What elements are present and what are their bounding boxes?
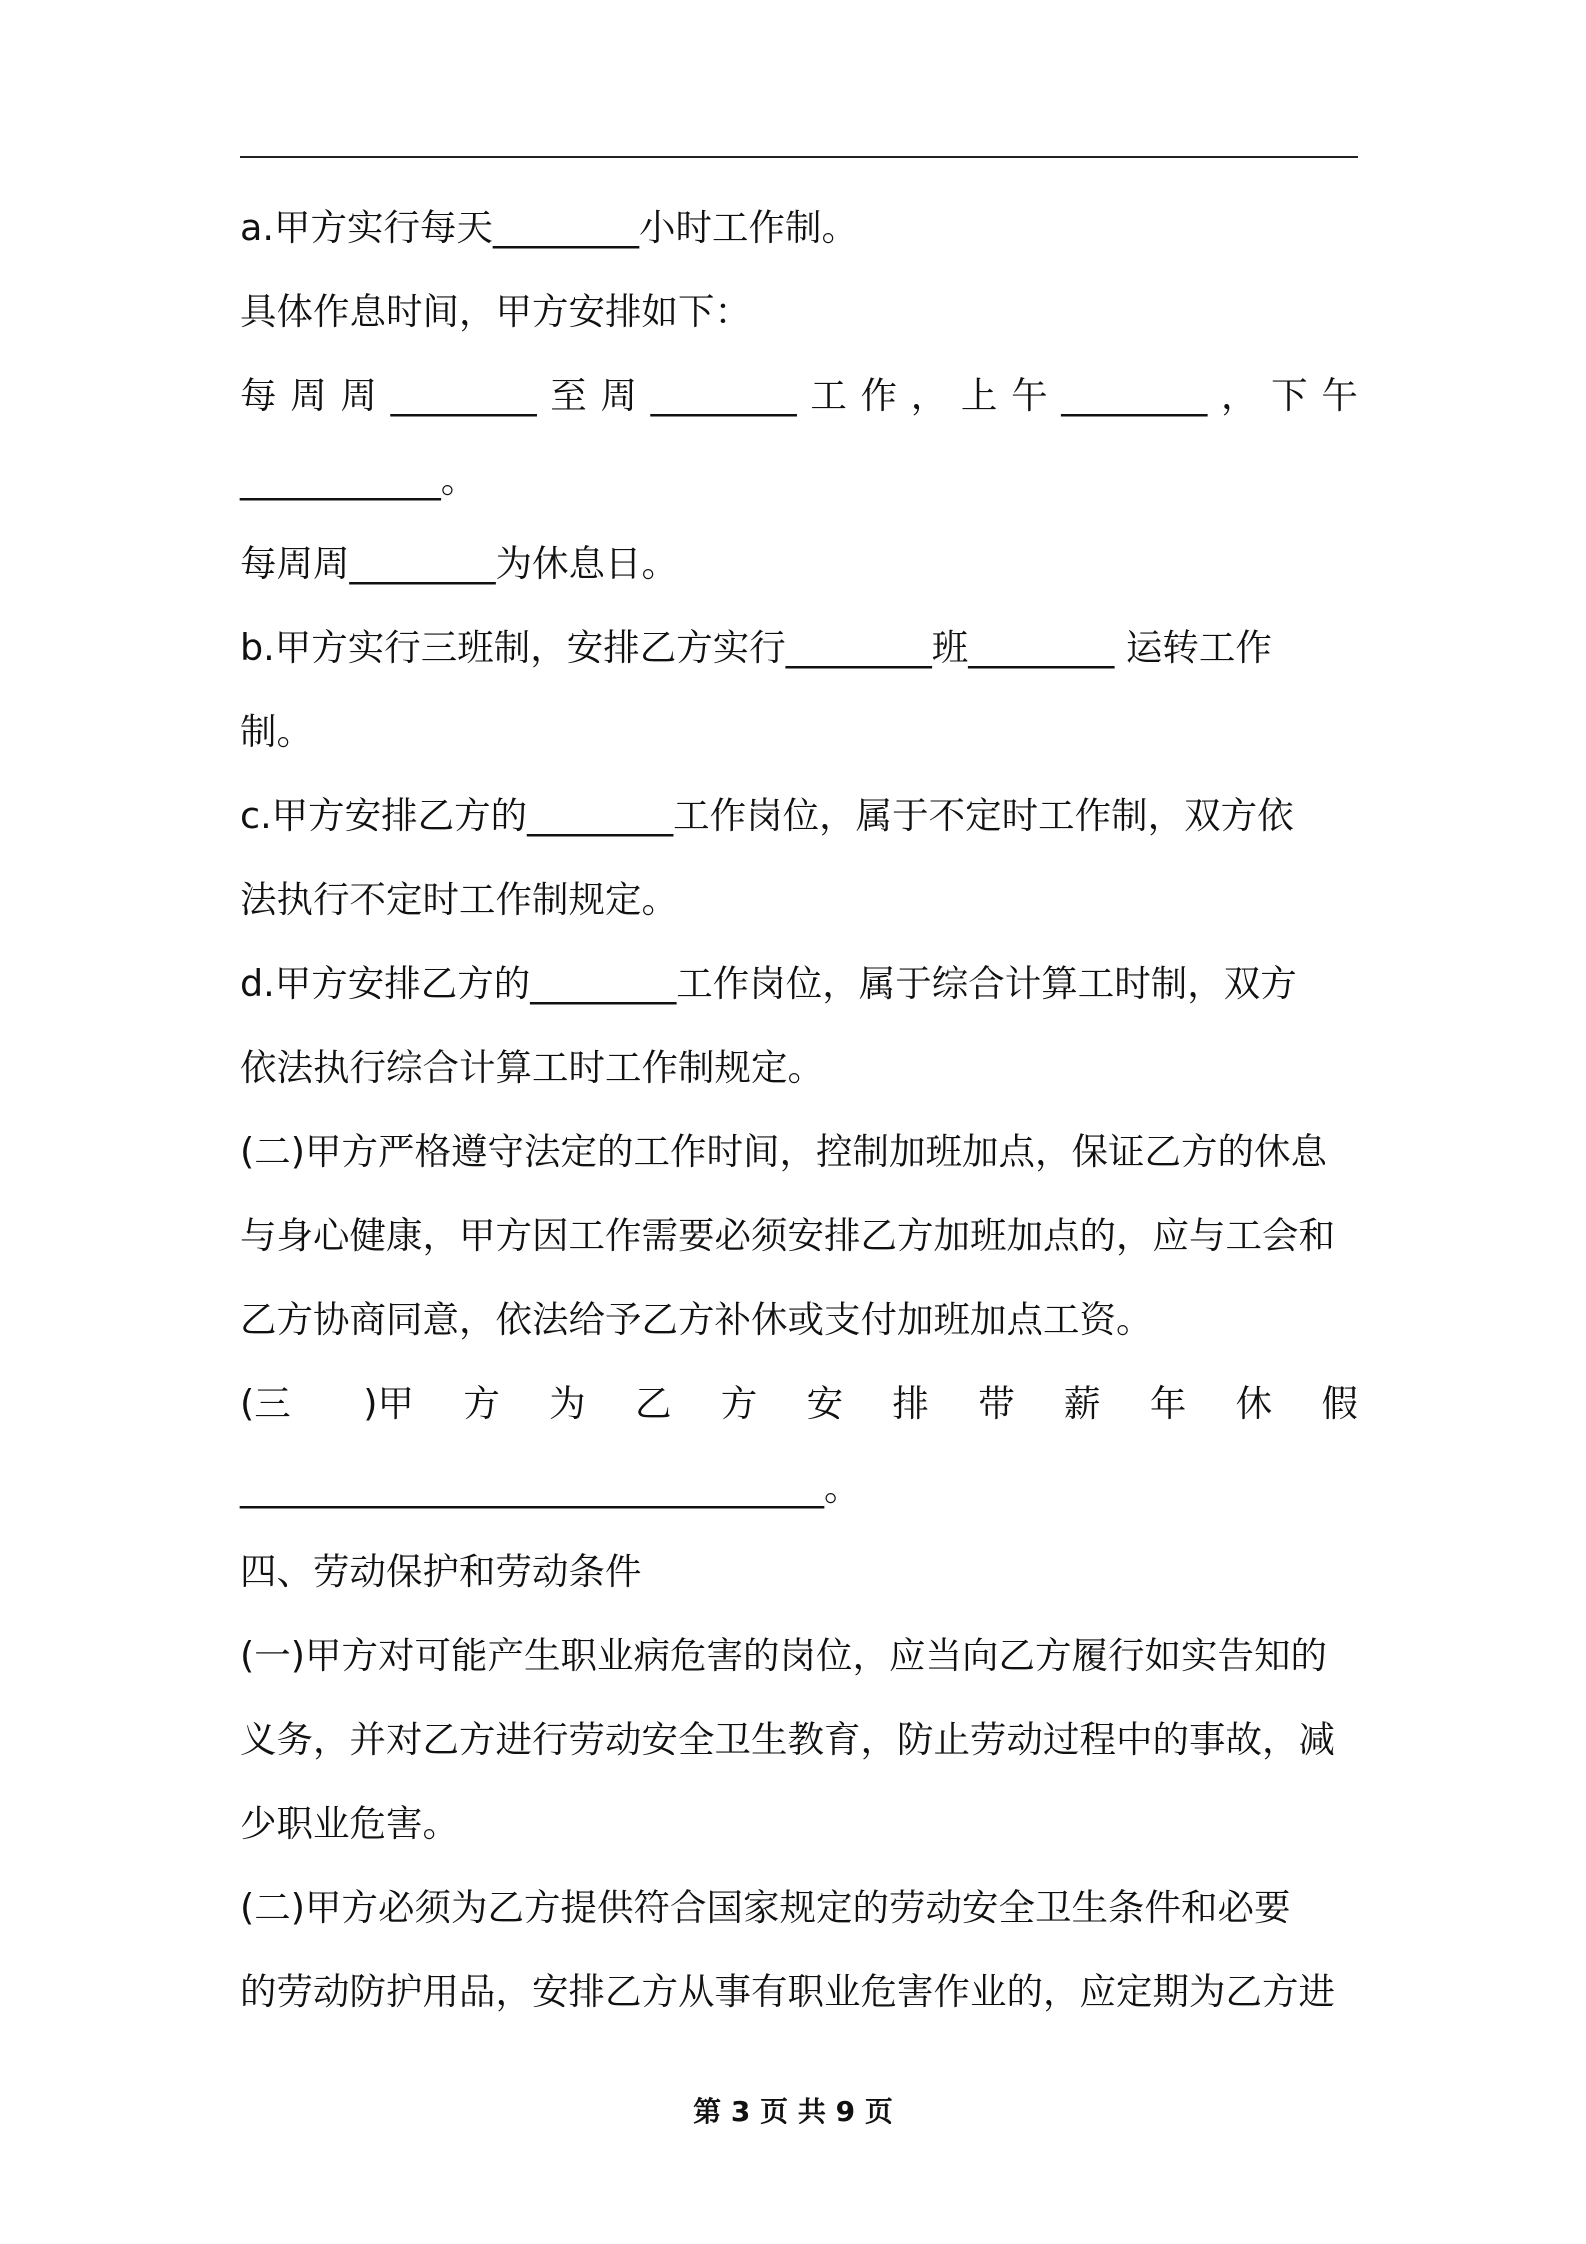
text-line: 每周周________为休息日。 bbox=[240, 542, 678, 585]
text-line: d.甲方安排乙方的________工作岗位，属于综合计算工时制，双方 bbox=[240, 962, 1297, 1005]
text-line: ___________。 bbox=[240, 458, 478, 501]
text-line: 义务，并对乙方进行劳动安全卫生教育，防止劳动过程中的事故，减 bbox=[240, 1718, 1335, 1761]
text-line-justified: (三 )甲 方 为 乙 方 安 排 带 薪 年 休 假 bbox=[240, 1382, 1358, 1425]
text-line: c.甲方安排乙方的________工作岗位，属于不定时工作制，双方依 bbox=[240, 794, 1294, 837]
text-line: 制。 bbox=[240, 710, 313, 753]
page-number-footer: 第 3 页 共 9 页 bbox=[693, 2095, 893, 2128]
text-line: a.甲方实行每天________小时工作制。 bbox=[240, 206, 858, 249]
text-line: (二)甲方严格遵守法定的工作时间，控制加班加点，保证乙方的休息 bbox=[240, 1130, 1327, 1173]
text-line: 乙方协商同意，依法给予乙方补休或支付加班加点工资。 bbox=[240, 1298, 1153, 1341]
text-line-justified: 每 周 周 ________ 至 周 ________ 工 作 ， 上 午 ________ ， 下 午 bbox=[240, 374, 1358, 417]
text-line: b.甲方实行三班制，安排乙方实行________班________ 运转工作 bbox=[240, 626, 1272, 669]
text-line: 少职业危害。 bbox=[240, 1802, 459, 1845]
section-heading: 四、劳动保护和劳动条件 bbox=[240, 1550, 642, 1593]
text-line: ________________________________。 bbox=[240, 1466, 861, 1509]
text-line: (一)甲方对可能产生职业病危害的岗位，应当向乙方履行如实告知的 bbox=[240, 1634, 1327, 1677]
text-line: 与身心健康，甲方因工作需要必须安排乙方加班加点的，应与工会和 bbox=[240, 1214, 1335, 1257]
header-rule bbox=[240, 156, 1358, 158]
text-line: 法执行不定时工作制规定。 bbox=[240, 878, 678, 921]
text-line: 依法执行综合计算工时工作制规定。 bbox=[240, 1046, 824, 1089]
text-line: 的劳动防护用品，安排乙方从事有职业危害作业的，应定期为乙方进 bbox=[240, 1970, 1335, 2013]
text-line: 具体作息时间，甲方安排如下： bbox=[240, 290, 751, 333]
text-line: (二)甲方必须为乙方提供符合国家规定的劳动安全卫生条件和必要 bbox=[240, 1886, 1291, 1929]
